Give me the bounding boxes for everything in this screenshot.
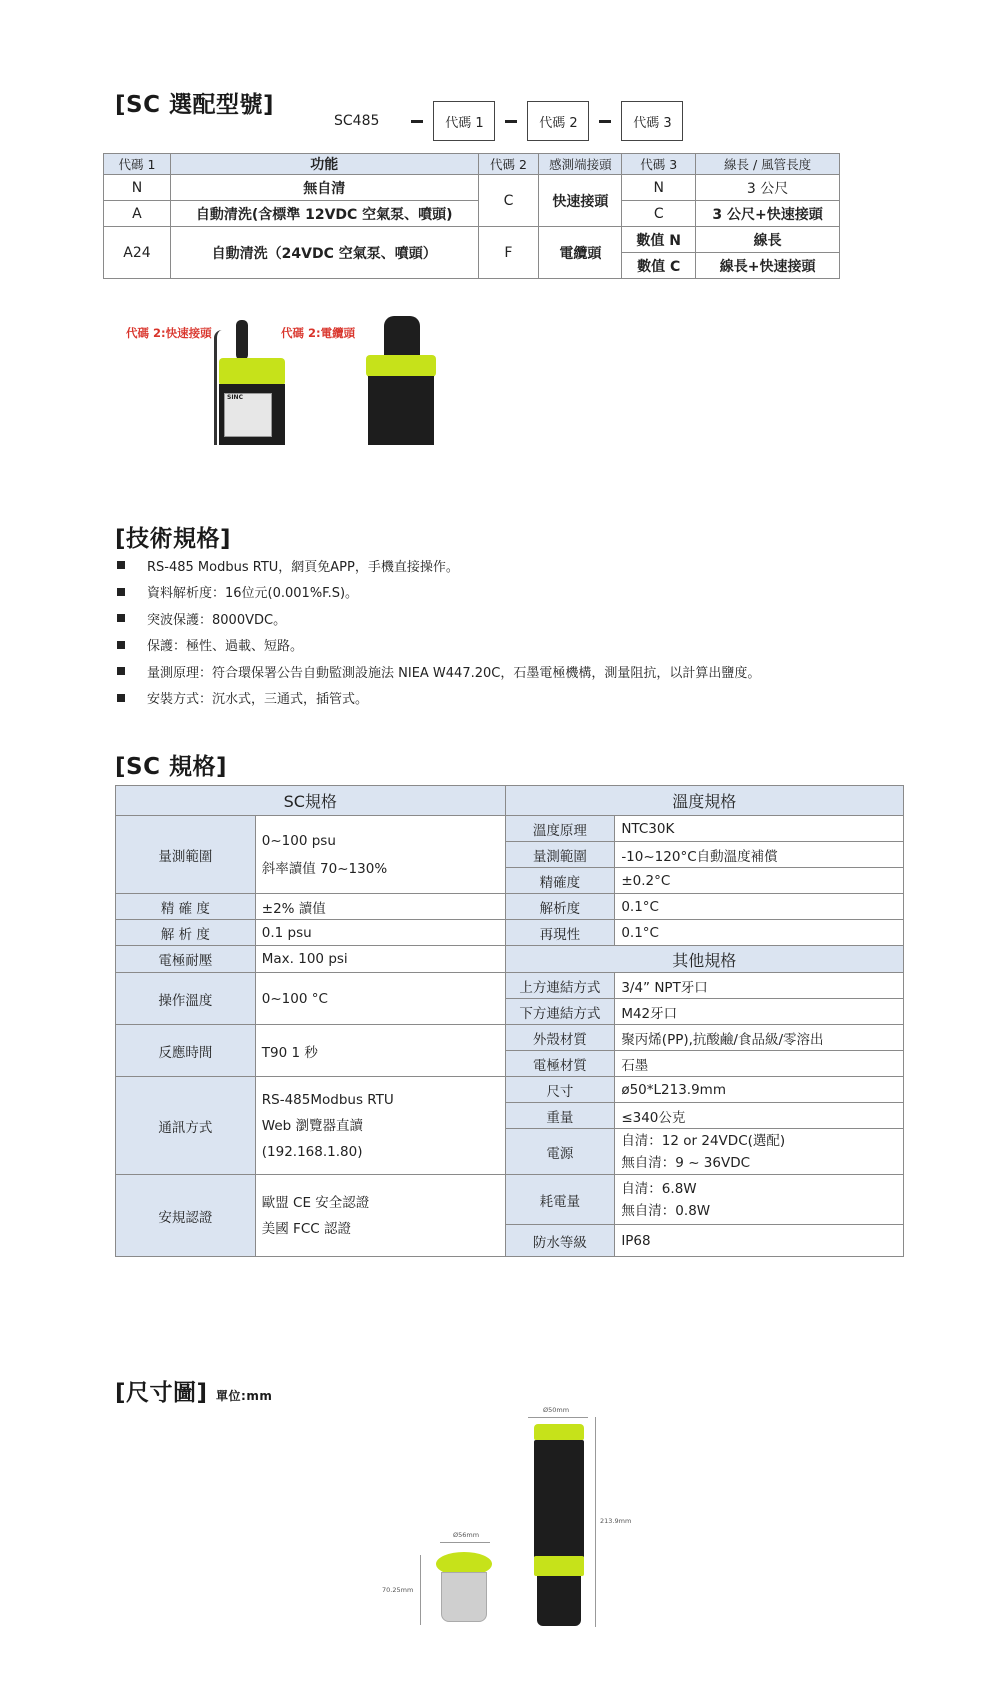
value-comm xyxy=(255,1077,505,1175)
code3-value: 數值 C xyxy=(622,253,696,279)
code2-connector: 電纜頭 xyxy=(539,227,622,279)
label-accuracy: 精 確 度 xyxy=(116,894,256,920)
label-upper-conn: 上方連結方式 xyxy=(505,973,615,999)
code1-function: 無自清 xyxy=(170,175,478,201)
code3-length: 線長 xyxy=(696,227,840,253)
value-cert xyxy=(255,1175,505,1257)
bullet-text: 保護：極性、過載、短路。 xyxy=(147,639,304,655)
bullet-icon xyxy=(117,667,125,675)
list-item xyxy=(117,579,760,606)
code2-value: C xyxy=(478,175,539,227)
model-code-row xyxy=(334,101,683,141)
label-temp-accuracy: 精確度 xyxy=(505,868,615,894)
header-temp-spec: 溫度規格 xyxy=(505,786,904,816)
bullet-text: 資料解析度：16位元(0.001%F.S)。 xyxy=(147,586,359,602)
code3-length: 3 公尺 xyxy=(696,175,840,201)
code3-value: 數值 N xyxy=(622,227,696,253)
header-code2: 代碼 2 xyxy=(478,154,539,175)
value-power xyxy=(615,1129,904,1175)
bullet-icon xyxy=(117,641,125,649)
code-box-3: 代碼 3 xyxy=(621,101,683,141)
tech-section-title: [技術規格] xyxy=(115,526,232,552)
spec-table xyxy=(115,785,904,1257)
value-consumption xyxy=(615,1175,904,1225)
code-box-2: 代碼 2 xyxy=(527,101,589,141)
bullet-text: 突波保護：8000VDC。 xyxy=(147,612,287,628)
value-electrode: 石墨 xyxy=(615,1051,904,1077)
value-comm-line2: Web 瀏覽器直讀 xyxy=(261,1117,363,1134)
header-code3: 代碼 3 xyxy=(622,154,696,175)
label-pressure: 電極耐壓 xyxy=(116,946,256,973)
label-size: 尺寸 xyxy=(505,1077,615,1103)
value-repeatability: 0.1°C xyxy=(615,920,904,946)
value-pressure: Max. 100 psi xyxy=(255,946,505,973)
label-consumption: 耗電量 xyxy=(505,1175,615,1225)
value-cert-line1: 歐盟 CE 安全認證 xyxy=(261,1194,370,1211)
code3-length: 3 公尺+快速接頭 xyxy=(696,201,840,227)
label-temp-principle: 溫度原理 xyxy=(505,816,615,842)
label-op-temp: 操作溫度 xyxy=(116,973,256,1025)
list-item xyxy=(117,552,760,579)
value-comm-line1: RS-485Modbus RTU xyxy=(261,1091,394,1108)
dim-d50: Ø50mm xyxy=(543,1406,570,1414)
value-temp-range: -10~120°C自動溫度補償 xyxy=(615,842,904,868)
dim-length: 213.9mm xyxy=(600,1517,632,1525)
label-repeatability: 再現性 xyxy=(505,920,615,946)
code1-value: A xyxy=(104,201,171,227)
label-weight: 重量 xyxy=(505,1103,615,1129)
code3-length: 線長+快速接頭 xyxy=(696,253,840,279)
label-electrode: 電極材質 xyxy=(505,1051,615,1077)
value-comm-line3: (192.168.1.80) xyxy=(261,1143,363,1160)
value-consumption-line1: 自清：6.8W xyxy=(621,1180,697,1197)
code-box-1: 代碼 1 xyxy=(433,101,495,141)
bullet-text: RS-485 Modbus RTU，網頁免APP，手機直接操作。 xyxy=(147,559,459,575)
value-lower-conn: M42牙口 xyxy=(615,999,904,1025)
value-accuracy: ±2% 讀值 xyxy=(255,894,505,920)
value-cert-line2: 美國 FCC 認證 xyxy=(261,1220,351,1237)
value-power-line1: 自清：12 or 24VDC(選配) xyxy=(621,1132,786,1149)
dim-height: 70.25mm xyxy=(382,1586,414,1594)
label-temp-resolution: 解析度 xyxy=(505,894,615,920)
value-power-line2: 無自清：9 ~ 36VDC xyxy=(621,1154,751,1171)
header-length: 線長 / 風管長度 xyxy=(696,154,840,175)
value-temp-principle: NTC30K xyxy=(615,816,904,842)
header-connector: 感測端接頭 xyxy=(539,154,622,175)
tech-bullet-list xyxy=(117,552,760,711)
value-temp-resolution: 0.1°C xyxy=(615,894,904,920)
value-temp-accuracy: ±0.2°C xyxy=(615,868,904,894)
label-lower-conn: 下方連結方式 xyxy=(505,999,615,1025)
list-item xyxy=(117,605,760,632)
device-tag-text: SINC xyxy=(227,394,243,401)
list-item xyxy=(117,658,760,685)
code1-function: 自動清洗(含標準 12VDC 空氣泵、噴頭) xyxy=(170,201,478,227)
value-resolution: 0.1 psu xyxy=(255,920,505,946)
header-function: 功能 xyxy=(170,154,478,175)
bullet-icon xyxy=(117,588,125,596)
label-shell: 外殼材質 xyxy=(505,1025,615,1051)
list-item xyxy=(117,632,760,659)
label-comm: 通訊方式 xyxy=(116,1077,256,1175)
label-temp-range: 量測範圍 xyxy=(505,842,615,868)
bullet-text: 量測原理：符合環保署公告自動監測設施法 NIEA W447.20C，石墨電極機構，測量阻抗，以計算出鹽度。 xyxy=(147,665,761,681)
label-response: 反應時間 xyxy=(116,1025,256,1077)
list-item xyxy=(117,685,760,712)
dim-section-title xyxy=(115,1374,272,1407)
code-table xyxy=(103,153,840,279)
photo-label-cable: 代碼 2:電纜頭 xyxy=(281,326,356,340)
value-ip: IP68 xyxy=(615,1225,904,1257)
value-range-line2: 斜率讀值 70~130% xyxy=(261,860,388,877)
value-size: ø50*L213.9mm xyxy=(615,1077,904,1103)
header-sc-spec: SC規格 xyxy=(116,786,506,816)
label-resolution: 解 析 度 xyxy=(116,920,256,946)
model-section-title: [SC 選配型號] xyxy=(115,92,274,118)
code3-value: C xyxy=(622,201,696,227)
code1-value: N xyxy=(104,175,171,201)
photo-label-quick: 代碼 2:快速接頭 xyxy=(126,326,212,340)
value-upper-conn: 3/4” NPT牙口 xyxy=(615,973,904,999)
code1-value: A24 xyxy=(104,227,171,279)
dim-unit: 單位:mm xyxy=(216,1389,273,1403)
value-response: T90 1 秒 xyxy=(255,1025,505,1077)
bullet-icon xyxy=(117,694,125,702)
value-weight: ≤340公克 xyxy=(615,1103,904,1129)
value-range xyxy=(255,816,505,894)
value-op-temp: 0~100 °C xyxy=(255,973,505,1025)
code1-function: 自動清洗（24VDC 空氣泵、噴頭） xyxy=(170,227,478,279)
label-range: 量測範圍 xyxy=(116,816,256,894)
header-code1: 代碼 1 xyxy=(104,154,171,175)
header-other-spec: 其他規格 xyxy=(505,946,904,973)
value-range-line1: 0~100 psu xyxy=(261,832,336,849)
dash xyxy=(411,120,423,123)
value-shell: 聚丙烯(PP),抗酸鹼/食品級/零溶出 xyxy=(615,1025,904,1051)
code2-value: F xyxy=(478,227,539,279)
label-cert: 安規認證 xyxy=(116,1175,256,1257)
model-name: SC485 xyxy=(334,113,380,129)
dim-d56: Ø56mm xyxy=(453,1531,480,1539)
dash xyxy=(599,120,611,123)
spec-section-title: [SC 規格] xyxy=(115,754,227,780)
code2-connector: 快速接頭 xyxy=(539,175,622,227)
bullet-icon xyxy=(117,561,125,569)
value-consumption-line2: 無自清：0.8W xyxy=(621,1202,711,1219)
bullet-icon xyxy=(117,614,125,622)
label-ip: 防水等級 xyxy=(505,1225,615,1257)
label-power: 電源 xyxy=(505,1129,615,1175)
dash xyxy=(505,120,517,123)
code3-value: N xyxy=(622,175,696,201)
bullet-text: 安裝方式：沉水式，三通式，插管式。 xyxy=(147,692,369,708)
dim-title-text: [尺寸圖] xyxy=(115,1380,208,1406)
